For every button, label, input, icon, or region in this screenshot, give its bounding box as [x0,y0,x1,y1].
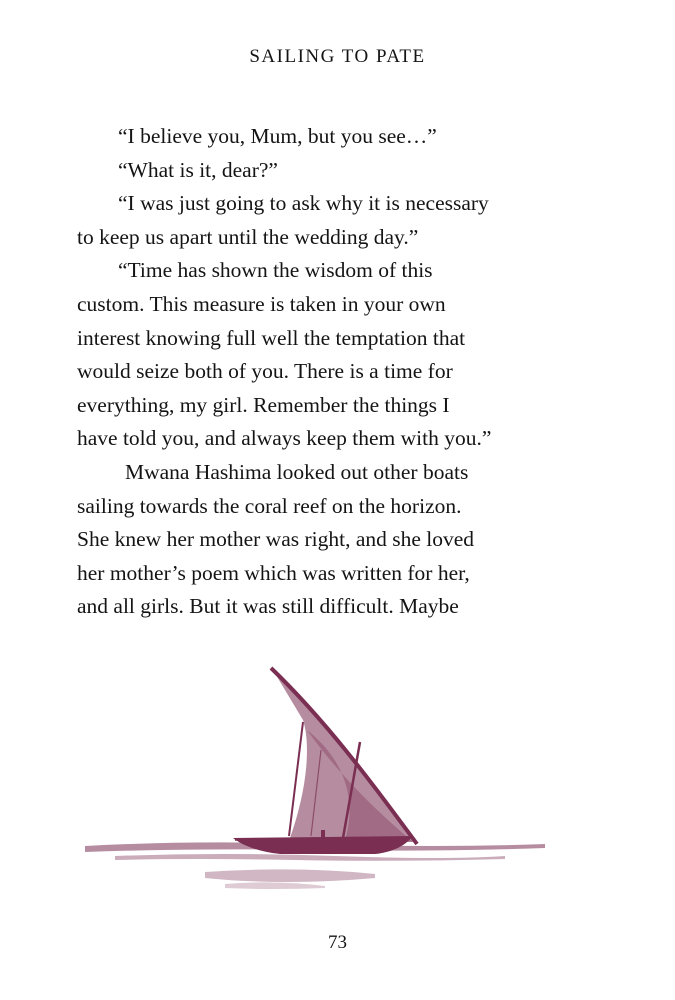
text-line: Mwana Hashima looked out other boats [125,459,469,484]
text-line: have told you, and always keep them with you.” [77,426,492,451]
water-streak [115,854,505,861]
figure [321,830,325,839]
body-text [77,120,553,624]
text-line: She knew her mother was right, and she loved [77,527,475,552]
sail [273,670,415,842]
dhow-sailboat-illustration [75,660,555,900]
text-line: sailing towards the coral reef on the horizon. [77,493,462,518]
text-line: “I believe you, Mum, but you see…” [118,124,437,148]
text-line: “Time has shown the wisdom of this [118,258,433,283]
text-line: “I was just going to ask why it is necessary [118,191,489,216]
text-line: and all girls. But it was still difficult. Maybe [77,594,459,619]
text-line: “What is it, dear?” [118,157,278,182]
page-number: 73 [328,932,347,953]
text-line: everything, my girl. Remember the things I [77,392,450,417]
text-line: to keep us apart until the wedding day.” [77,224,419,249]
text-line: custom. This measure is taken in your own [77,291,446,316]
running-head: SAILING TO PATE [249,46,426,67]
water-streak [225,882,325,889]
text-line: her mother’s poem which was written for her, [77,560,470,585]
text-line: interest knowing full well the temptation that [77,325,466,350]
water-streak [205,869,375,882]
text-line: would seize both of you. There is a time for [77,359,453,384]
